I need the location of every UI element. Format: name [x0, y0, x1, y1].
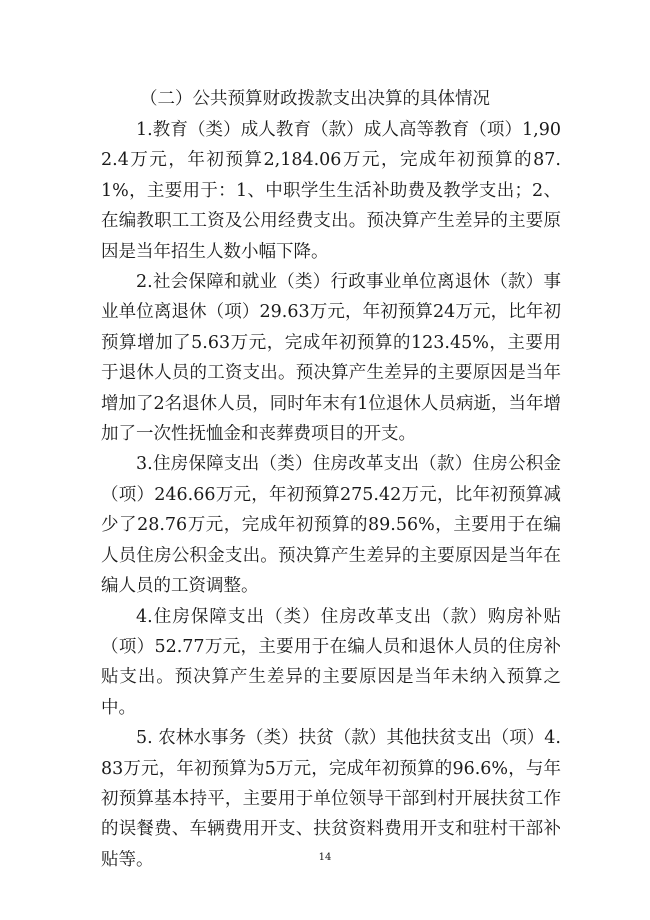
- paragraph-education: 1.教育（类）成人教育（款）成人高等教育（项）1,902.4万元，年初预算2,184.06万元，完成年初预算的87.1%，主要用于：1、中职学生生活补助费及教学支出；2、在编教职工工资及公用经费支出。预决算产生差异的主要原因是当年招生人数小幅下降。: [101, 120, 561, 262]
- section-heading: （二）公共预算财政拨款支出决算的具体情况: [140, 89, 490, 109]
- paragraph-social-security: 2.社会保障和就业（类）行政事业单位离退休（款）事业单位离退休（项）29.63万元，年初预算24万元，比年初预算增加了5.63万元，完成年初预算的123.45%，主要用于退休人员的工资支出。预决算产生差异的主要原因是当年增加了2名退休人员，同时年末有1位退休人员病逝，当年增加了一次性抚恤金和丧葬费项目的开支。: [101, 272, 561, 445]
- paragraph-housing-fund: 3.住房保障支出（类）住房改革支出（款）住房公积金（项）246.66万元，年初预算275.42万元，比年初预算减少了28.76万元，完成年初预算的89.56%，主要用于在编人员住房公积金支出。预决算产生差异的主要原因是当年在编人员的工资调整。: [101, 454, 561, 597]
- paragraph-poverty-alleviation: 5. 农林水事务（类）扶贫（款）其他扶贫支出（项）4.83万元，年初预算为5万元，完成年初预算的96.6%，与年初预算基本持平，主要用于单位领导干部到村开展扶贫工作的误餐费、车辆费用开支、扶贫资料费用开支和驻村干部补贴等。: [101, 728, 561, 870]
- document-body: [101, 115, 561, 875]
- paragraph-housing-subsidy: 4.住房保障支出（类）住房改革支出（款）购房补贴（项）52.77万元，主要用于在编人员和退休人员的住房补贴支出。预决算产生差异的主要原因是当年未纳入预算之中。: [101, 606, 561, 718]
- page-number: 14: [318, 852, 332, 863]
